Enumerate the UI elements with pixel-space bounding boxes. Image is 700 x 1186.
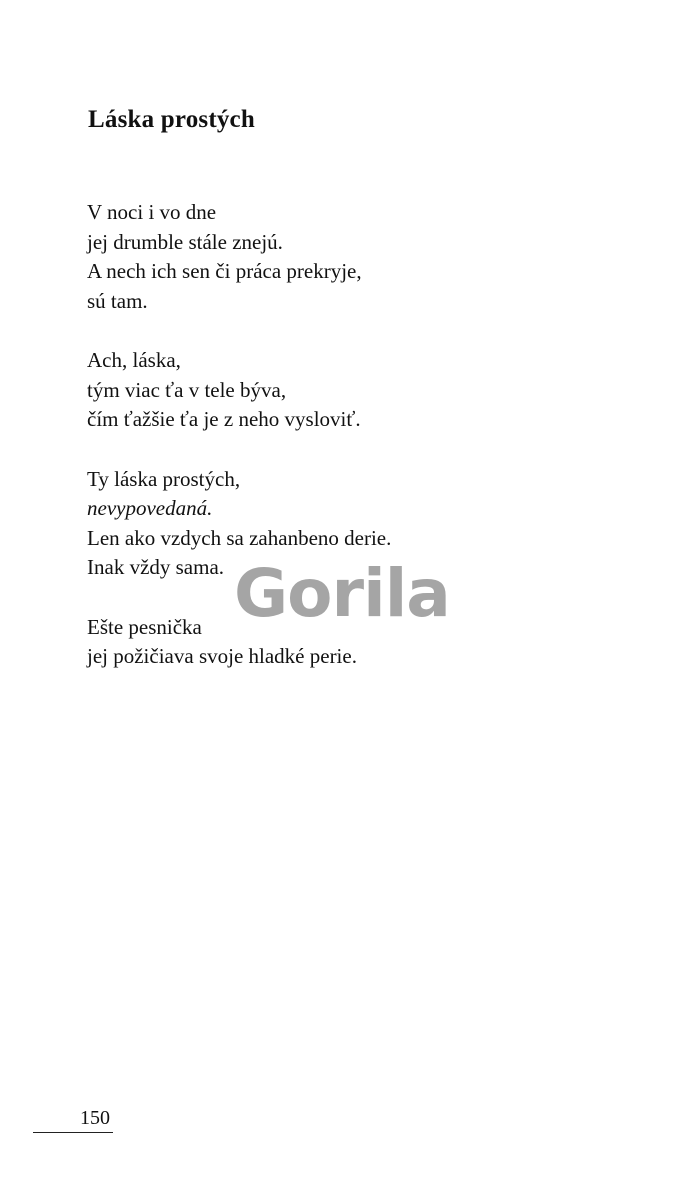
- poem-line-italic: nevypovedaná.: [87, 496, 213, 520]
- poem-line: tým viac ťa v tele býva,: [87, 377, 287, 402]
- stanza: [87, 613, 567, 672]
- poem-line: jej drumble stále znejú.: [87, 229, 283, 254]
- poem-line: Len ako vzdych sa zahanbeno derie.: [87, 525, 392, 550]
- poem-line: Ešte pesnička: [87, 614, 202, 639]
- poem-line: sú tam.: [87, 288, 148, 313]
- poem-line: V noci i vo dne: [87, 200, 217, 224]
- poem-line: čím ťažšie ťa je z neho vysloviť.: [87, 407, 361, 431]
- gorila-watermark: Gorila: [234, 555, 450, 632]
- poem-line: jej požičiava svoje hladké perie.: [87, 644, 357, 668]
- poem-title: Láska prostých: [88, 106, 255, 133]
- page-number: 150: [80, 1107, 110, 1129]
- stanza: [87, 465, 567, 583]
- poem-line: Inak vždy sama.: [87, 555, 225, 579]
- poem-line: A nech ich sen či práca prekryje,: [87, 259, 362, 283]
- stanza: [87, 198, 567, 316]
- stanza: [87, 346, 567, 435]
- poem-line: Ach, láska,: [87, 348, 181, 372]
- footer-rule: [33, 1132, 113, 1133]
- poem-line: Ty láska prostých,: [87, 466, 241, 491]
- poem-body: [87, 198, 567, 702]
